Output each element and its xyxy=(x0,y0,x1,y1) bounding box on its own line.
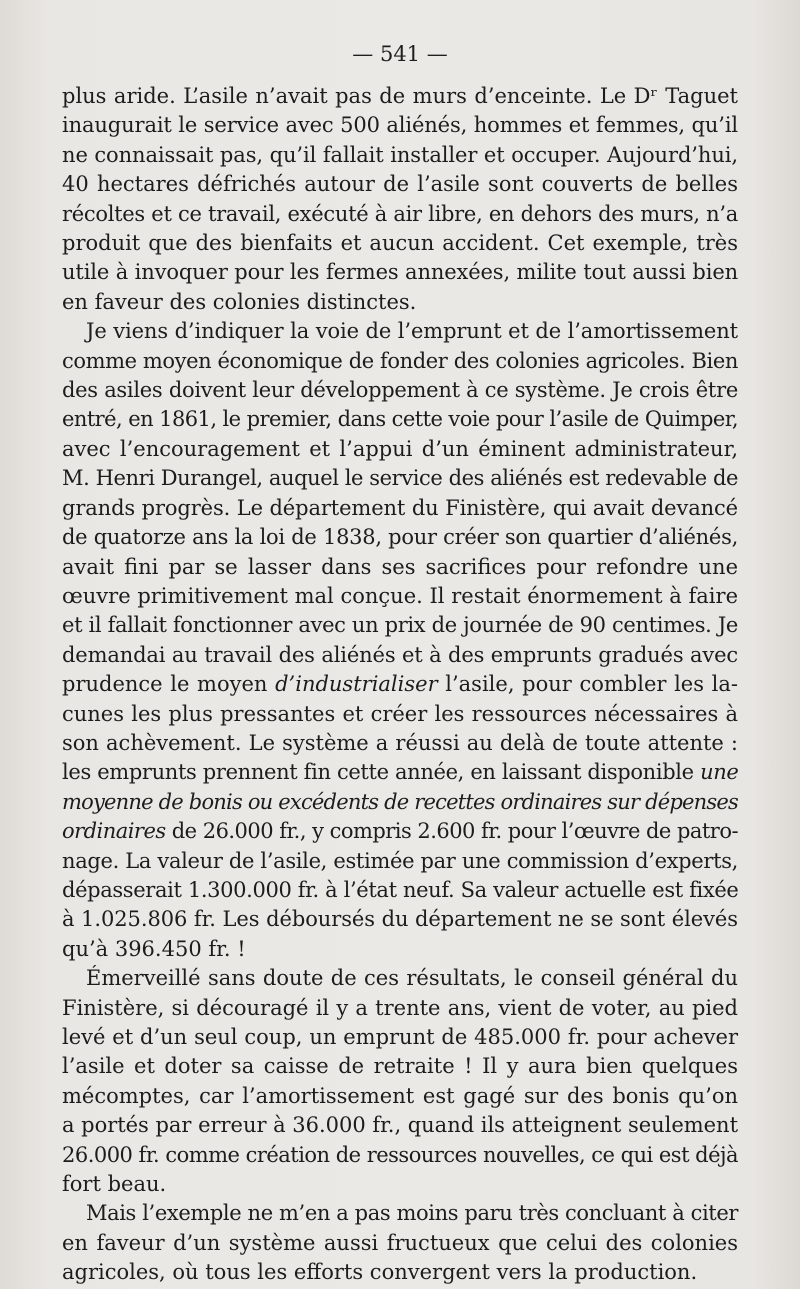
text-line: et il fallait fonctionner avec un prix de journée de 90 centimes. Je xyxy=(62,613,738,638)
text-line-with-italic xyxy=(62,817,738,846)
text-segment: les emprunts prennent fin cette année, en laissant disponible xyxy=(62,760,701,785)
text-line: produit que des bienfaits et aucun accident. Cet exemple, très xyxy=(62,231,738,256)
paragraph-2 xyxy=(62,317,738,964)
text-line: M. Henri Durangel, auquel le service des aliénés est redevable de xyxy=(62,466,738,491)
italic-line: moyenne de bonis ou excédents de recettes ordinaires sur dépenses xyxy=(62,789,738,814)
text-line-with-italic xyxy=(62,758,738,787)
text-line: en faveur d’un système aussi fructueux que celui des colonies xyxy=(62,1230,738,1255)
text-line: nage. La valeur de l’asile, estimée par une commission d’experts, xyxy=(62,848,738,873)
text-line: Mais l’exemple ne m’en a pas moins paru très concluant à citer xyxy=(86,1201,739,1226)
text-segment: prudence le moyen xyxy=(62,672,276,697)
text-line: qu’à 396.450 fr. ! xyxy=(62,936,246,961)
text-line: demandai au travail des aliénés et à des emprunts gradués avec xyxy=(62,642,739,667)
text-line: utile à invoquer pour les fermes annexées, milite tout aussi bien xyxy=(62,260,738,285)
text-line: Je viens d’indiquer la voie de l’emprunt et de l’amortissement xyxy=(86,319,739,344)
text-line: à 1.025.806 fr. Les déboursés du département ne se sont élevés xyxy=(62,907,738,932)
text-line: ne connaissait pas, qu’il fallait installer et occuper. Aujourd’hui, xyxy=(62,142,738,167)
text-line: entré, en 1861, le premier, dans cette voie pour l’asile de Quimper, xyxy=(62,407,738,432)
italic-segment: une xyxy=(700,760,739,785)
text-line: agricoles, où tous les efforts convergent vers la production. xyxy=(62,1260,698,1285)
text-line: 26.000 fr. comme création de ressources nouvelles, ce qui est déjà xyxy=(62,1142,738,1167)
text-line: plus aride. L’asile n’avait pas de murs d’enceinte. Le Dʳ Taguet xyxy=(62,84,738,108)
text-line: 40 hectares défrichés autour de l’asile sont couverts de belles xyxy=(62,172,738,197)
paragraph-1 xyxy=(62,82,738,317)
text-line: des asiles doivent leur développement à ce système. Je crois être xyxy=(62,378,738,403)
text-line: de quatorze ans la loi de 1838, pour créer son quartier d’aliénés, xyxy=(62,525,738,550)
paragraph-3 xyxy=(62,964,738,1199)
text-line: cunes les plus pressantes et créer les ressources nécessaires à xyxy=(62,701,738,726)
italic-segment: ordinaires xyxy=(62,819,166,844)
text-line: comme moyen économique de fonder des colonies agricoles. Bien xyxy=(62,348,738,373)
text-segment: de 26.000 fr., y compris 2.600 fr. pour l’œuvre de patro- xyxy=(165,819,739,844)
text-line: avec l’encouragement et l’appui d’un éminent administrateur, xyxy=(62,436,738,461)
text-line: son achèvement. Le système a réussi au delà de toute attente : xyxy=(62,730,738,755)
text-line: avait fini par se lasser dans ses sacrifices pour refondre une xyxy=(62,554,738,579)
text-line: œuvre primitivement mal conçue. Il restait énormement à faire xyxy=(62,583,738,608)
text-line: fort beau. xyxy=(62,1172,167,1197)
text-line: Émerveillé sans doute de ces résultats, le conseil général du xyxy=(86,966,738,991)
text-line: dépasserait 1.300.000 fr. à l’état neuf. Sa valeur actuelle est fixée xyxy=(62,877,739,902)
text-line-with-italic xyxy=(62,670,738,699)
body-text xyxy=(62,82,738,1288)
text-line: grands progrès. Le département du Finistère, qui avait devancé xyxy=(62,495,738,520)
paragraph-4 xyxy=(62,1199,738,1287)
text-line: a portés par erreur à 36.000 fr., quand ils atteignent seulement xyxy=(62,1113,738,1138)
text-line: mécomptes, car l’amortissement est gagé sur des bonis qu’on xyxy=(62,1083,738,1108)
text-line: inaugurait le service avec 500 aliénés, hommes et femmes, qu’il xyxy=(62,113,739,138)
text-line: levé et d’un seul coup, un emprunt de 485.000 fr. pour achever xyxy=(62,1025,738,1049)
italic-segment: d’industrialiser xyxy=(275,672,438,697)
text-line: Finistère, si découragé il y a trente ans, vient de voter, au pied xyxy=(62,995,738,1020)
text-line: en faveur des colonies distinctes. xyxy=(62,289,417,314)
text-line: l’asile et doter sa caisse de retraite ! Il y aura bien quelques xyxy=(62,1054,738,1079)
text-line: récoltes et ce travail, exécuté à air libre, en dehors des murs, n’a xyxy=(62,201,738,226)
text-segment: l’asile, pour combler les la- xyxy=(437,672,738,697)
page-number: — 541 — xyxy=(352,42,448,66)
